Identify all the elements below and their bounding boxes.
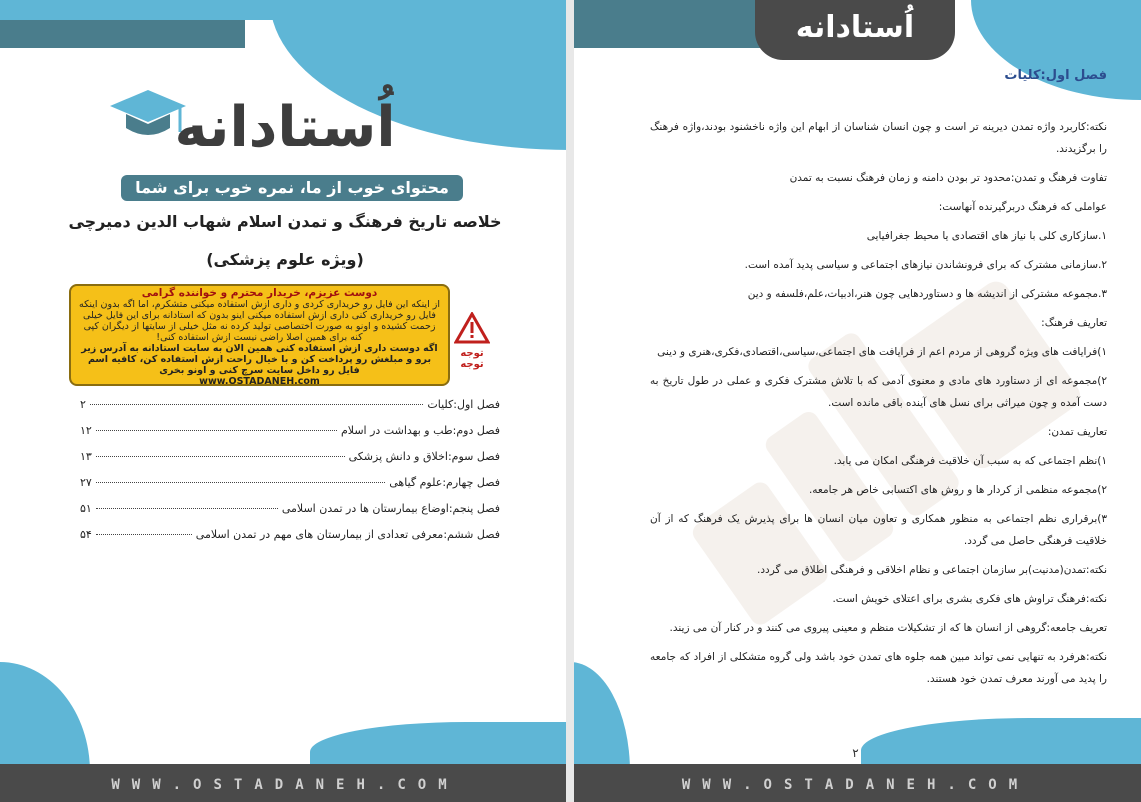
- toc-label: فصل دوم:طب و بهداشت در اسلام: [340, 424, 500, 437]
- paragraph: نکته:هرفرد به تنهایی نمی تواند مبین همه جلوه های تمدن خود باشد ولی گروه متشکلی از افراد که جامعه را پدید می آورند معرف تمدن خود هستند.: [650, 651, 1107, 685]
- footer-bar: [0, 764, 570, 802]
- warning-triangle-icon: [454, 312, 490, 344]
- toc-dots: [96, 430, 337, 431]
- notice-url[interactable]: www.OSTADANEH.com: [199, 376, 320, 387]
- toc-row[interactable]: [80, 424, 500, 450]
- document-title: خلاصه تاریخ فرهنگ و تمدن اسلام شهاب الدین دمیرچی: [68, 212, 502, 231]
- paragraph: نکته:فرهنگ تراوش های فکری بشری برای اعتلای خویش است.: [832, 593, 1107, 605]
- toc-page: ۱۳: [80, 450, 92, 463]
- toc-label: فصل اول:کلیات: [427, 398, 500, 411]
- paragraph: نکته:تمدن(مدنیت)بر سازمان اجتماعی و نظام اخلاقی و فرهنگی اطلاق می گردد.: [757, 564, 1107, 576]
- paragraph: ۱)فرایافت های ویژه گروهی از مردم اعم از فرایافت های اجتماعی،سیاسی،اقتصادی،فکری،هنری و دینی: [657, 346, 1107, 358]
- toc-row[interactable]: [80, 476, 500, 502]
- toc-page: ۵۴: [80, 528, 92, 541]
- notice-body: از اینکه این فایل رو خریداری کردی و داری ازش استفاده میکنی متشکرم، اما اگه بدون اینکه فایل رو خریداری کنی داری ازش استفاده میکنی اینو بدون که استادانه برای این فایل خیلی زحمت کشیده و اونو به صورت اختصاصی تولید کرده نه مثل خیلی از سایتها از دیگران کپی کنه برای همین اصلا راضی نیست ازش استفاده کنی!: [79, 299, 440, 343]
- toc-row[interactable]: [80, 450, 500, 476]
- paragraph: عواملی که فرهنگ دربرگیرنده آنهاست:: [938, 201, 1107, 213]
- paragraph: ۱)نظم اجتماعی که به سبب آن خلاقیت فرهنگی امکان می یابد.: [833, 455, 1107, 467]
- paragraph: ۲)مجموعه منظمی از کردار ها و روش های اکتسابی خاص هر جامعه.: [808, 484, 1107, 496]
- top-band: [0, 0, 570, 20]
- toc-page: ۵۱: [80, 502, 92, 515]
- chapter-title: فصل اول:کلیات: [1004, 68, 1107, 83]
- toc-dots: [90, 404, 423, 405]
- toc-dots: [96, 534, 192, 535]
- paragraph: ۳)برقراری نظم اجتماعی به منظور همکاری و تعاون میان انسان ها برای پذیرش یک فرهنگ که از آن خلاقیت فرهنگی حاصل می گردد.: [650, 513, 1107, 547]
- paragraph: نکته:کاربرد واژه تمدن دیرینه تر است و چون انسان شناسان از ابهام این واژه ناخشنود بودند،واژه فرهنگ را برگزیدند.: [650, 121, 1107, 155]
- toc-dots: [96, 456, 345, 457]
- table-of-contents: [80, 398, 500, 554]
- paragraph: ۱.سازکاری کلی با نیاز های اقتصادی یا محیط جغرافیایی: [866, 230, 1107, 242]
- paragraph: ۲.سازمانی مشترک که برای فرونشاندن نیازهای اجتماعی و سیاسی پدید آمده است.: [744, 259, 1107, 271]
- paragraph: ۲)مجموعه ای از دستاورد های مادی و معنوی آدمی که با تلاش مشترک فکری و عملی در طول تاریخ به دست آمده و چون میراثی برای نسل های آینده باقی مانده است.: [650, 375, 1107, 409]
- brand-slogan: محتوای خوب از ما، نمره خوب برای شما: [121, 175, 463, 201]
- paragraph: تعاریف فرهنگ:: [1041, 317, 1107, 329]
- toc-page: ۲: [80, 398, 86, 411]
- toc-dots: [96, 508, 278, 509]
- warning-block: [452, 312, 492, 370]
- top-left-corner-decoration: [570, 0, 760, 48]
- paragraph: تفاوت فرهنگ و تمدن:محدود تر بودن دامنه و زمان فرهنگ نسبت به تمدن: [789, 172, 1107, 184]
- toc-row[interactable]: [80, 398, 500, 424]
- header-tab: [755, 0, 955, 60]
- toc-label: فصل ششم:معرفی تعدادی از بیمارستان های مهم در تمدن اسلامی: [195, 528, 500, 541]
- paragraph: تعریف جامعه:گروهی از انسان ها که از تشکیلات منظم و معینی پیروی می کنند و در کنار آن می زیند.: [669, 622, 1107, 634]
- toc-row[interactable]: [80, 502, 500, 528]
- toc-row[interactable]: [80, 528, 500, 554]
- bottom-left-corner-decoration: [0, 662, 90, 772]
- footer-website[interactable]: WWW.OSTADANEH.COM: [681, 777, 1030, 793]
- notice-strong-text: اگه دوست داری ازش استفاده کنی همین الان به سایت استادانه به آدرس زیر برو و مبلغش رو پرداخت کن و با خیال راحت ازش استفاده کن، کافیه اسم فایل رو داخل سایت سرچ کنی و اونو بخری: [81, 343, 438, 376]
- page-gutter: [566, 0, 574, 802]
- toc-dots: [96, 482, 385, 483]
- chapter-body: [650, 116, 1107, 697]
- toc-page: ۲۷: [80, 476, 92, 489]
- footer-bar: [570, 764, 1141, 802]
- top-right-corner-decoration: [971, 0, 1141, 100]
- left-page: [0, 0, 570, 802]
- toc-label: فصل سوم:اخلاق و دانش پزشکی: [348, 450, 500, 463]
- brand-logo-title: اُستادانه: [174, 95, 396, 160]
- warning-label: توجه توجه: [460, 348, 484, 370]
- page-number: ۲: [852, 746, 859, 760]
- toc-page: ۱۲: [80, 424, 92, 437]
- toc-label: فصل پنجم:اوضاع بیمارستان ها در تمدن اسلامی: [281, 502, 500, 515]
- purchase-notice-box: [69, 284, 450, 386]
- right-page: [570, 0, 1141, 802]
- header-brand-title: اُستادانه: [795, 10, 915, 45]
- paragraph: تعاریف تمدن:: [1047, 426, 1107, 438]
- document-subtitle: (ویژه علوم پزشکی): [206, 250, 364, 269]
- footer-website[interactable]: WWW.OSTADANEH.COM: [111, 777, 459, 793]
- notice-heading: دوست عزیزم، خریدار محترم و خواننده گرامی: [141, 287, 378, 299]
- paragraph: ۳.مجموعه مشترکی از اندیشه ها و دستاوردهایی چون هنر،ادبیات،علم،فلسفه و دین: [747, 288, 1107, 300]
- toc-label: فصل چهارم:علوم گیاهی: [389, 476, 500, 489]
